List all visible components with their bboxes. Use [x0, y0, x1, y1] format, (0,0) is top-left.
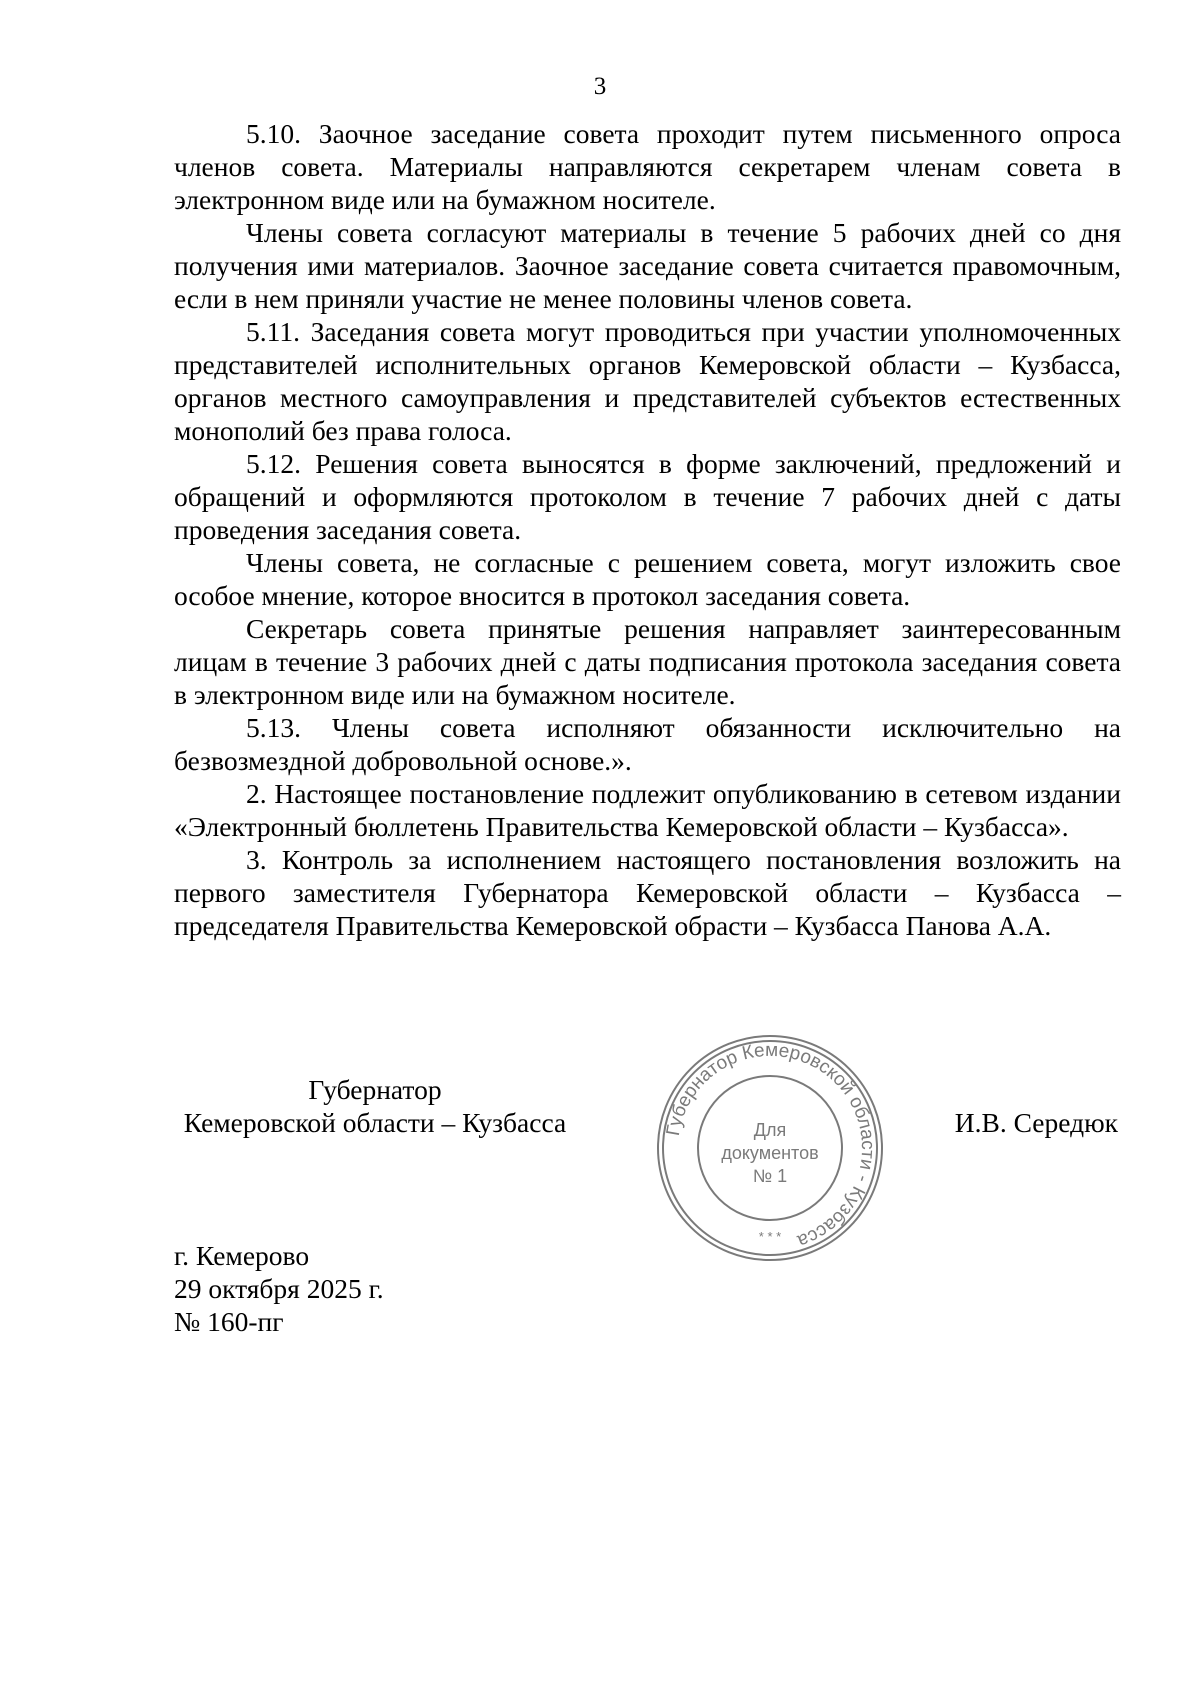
seal-graphic	[650, 1028, 890, 1268]
paragraph-publication: 2. Настоящее постановление подлежит опубликованию в сетевом издании «Электронный бюллетень Правительства Кемеровской области – Кузбасса».	[174, 778, 1121, 842]
paragraph-members-agree: Члены совета согласуют материалы в течение 5 рабочих дней со дня получения ими материалов. Заочное заседание совета считается правомочным, если в нем приняли участие не менее половины членов совета.	[174, 217, 1121, 314]
official-seal	[650, 1028, 890, 1268]
paragraph-5-13: 5.13. Члены совета исполняют обязанности исключительно на безвозмездной добровольной основе.».	[174, 712, 1121, 776]
signatory-name: И.В. Середюк	[954, 1107, 1118, 1138]
page-number: 3	[593, 73, 607, 100]
paragraph-5-10: 5.10. Заочное заседание совета проходит путем письменного опроса членов совета. Материалы направляются секретарем членам совета в электронном виде или на бумажном носителе.	[174, 118, 1121, 215]
seal-center-line1: Для	[753, 1120, 787, 1140]
seal-ring-text: Губернатор Кемеровской области - Кузбасса	[662, 1039, 879, 1252]
paragraph-5-12: 5.12. Решения совета выносятся в форме заключений, предложений и обращений и оформляются протоколом в течение 7 рабочих дней с даты проведения заседания совета.	[174, 448, 1121, 545]
paragraph-dissent: Члены совета, не согласные с решением совета, могут изложить свое особое мнение, которое вносится в протокол заседания совета.	[174, 547, 1121, 611]
signatory-title-line2: Кемеровской области – Кузбасса	[183, 1107, 567, 1138]
seal-center-line3: № 1	[752, 1166, 788, 1186]
seal-stars: * * *	[758, 1229, 782, 1244]
paragraph-secretary: Секретарь совета принятые решения направляет заинтересованным лицам в течение 3 рабочих дней с даты подписания протокола заседания совета в электронном виде или на бумажном носителе.	[174, 613, 1121, 710]
footer-date: 29 октября 2025 г.	[174, 1273, 384, 1304]
paragraph-control: 3. Контроль за исполнением настоящего постановления возложить на первого заместителя Губернатора Кемеровской области – Кузбасса – председателя Правительства Кемеровской обрасти – Кузбасса Панова А.А.	[174, 844, 1121, 941]
document-body	[174, 117, 1121, 942]
paragraph-5-11: 5.11. Заседания совета могут проводиться при участии уполномоченных представителей исполнительных органов Кемеровской области – Кузбасса, органов местного самоуправления и представителей субъектов естественных монополий без права голоса.	[174, 316, 1121, 446]
footer-number: № 160-пг	[174, 1306, 284, 1337]
document-footer	[174, 1239, 384, 1338]
signatory-title	[150, 1073, 600, 1139]
footer-city: г. Кемерово	[174, 1240, 310, 1271]
seal-center-line2: документов	[721, 1143, 819, 1163]
signatory-title-line1: Губернатор	[308, 1074, 442, 1105]
